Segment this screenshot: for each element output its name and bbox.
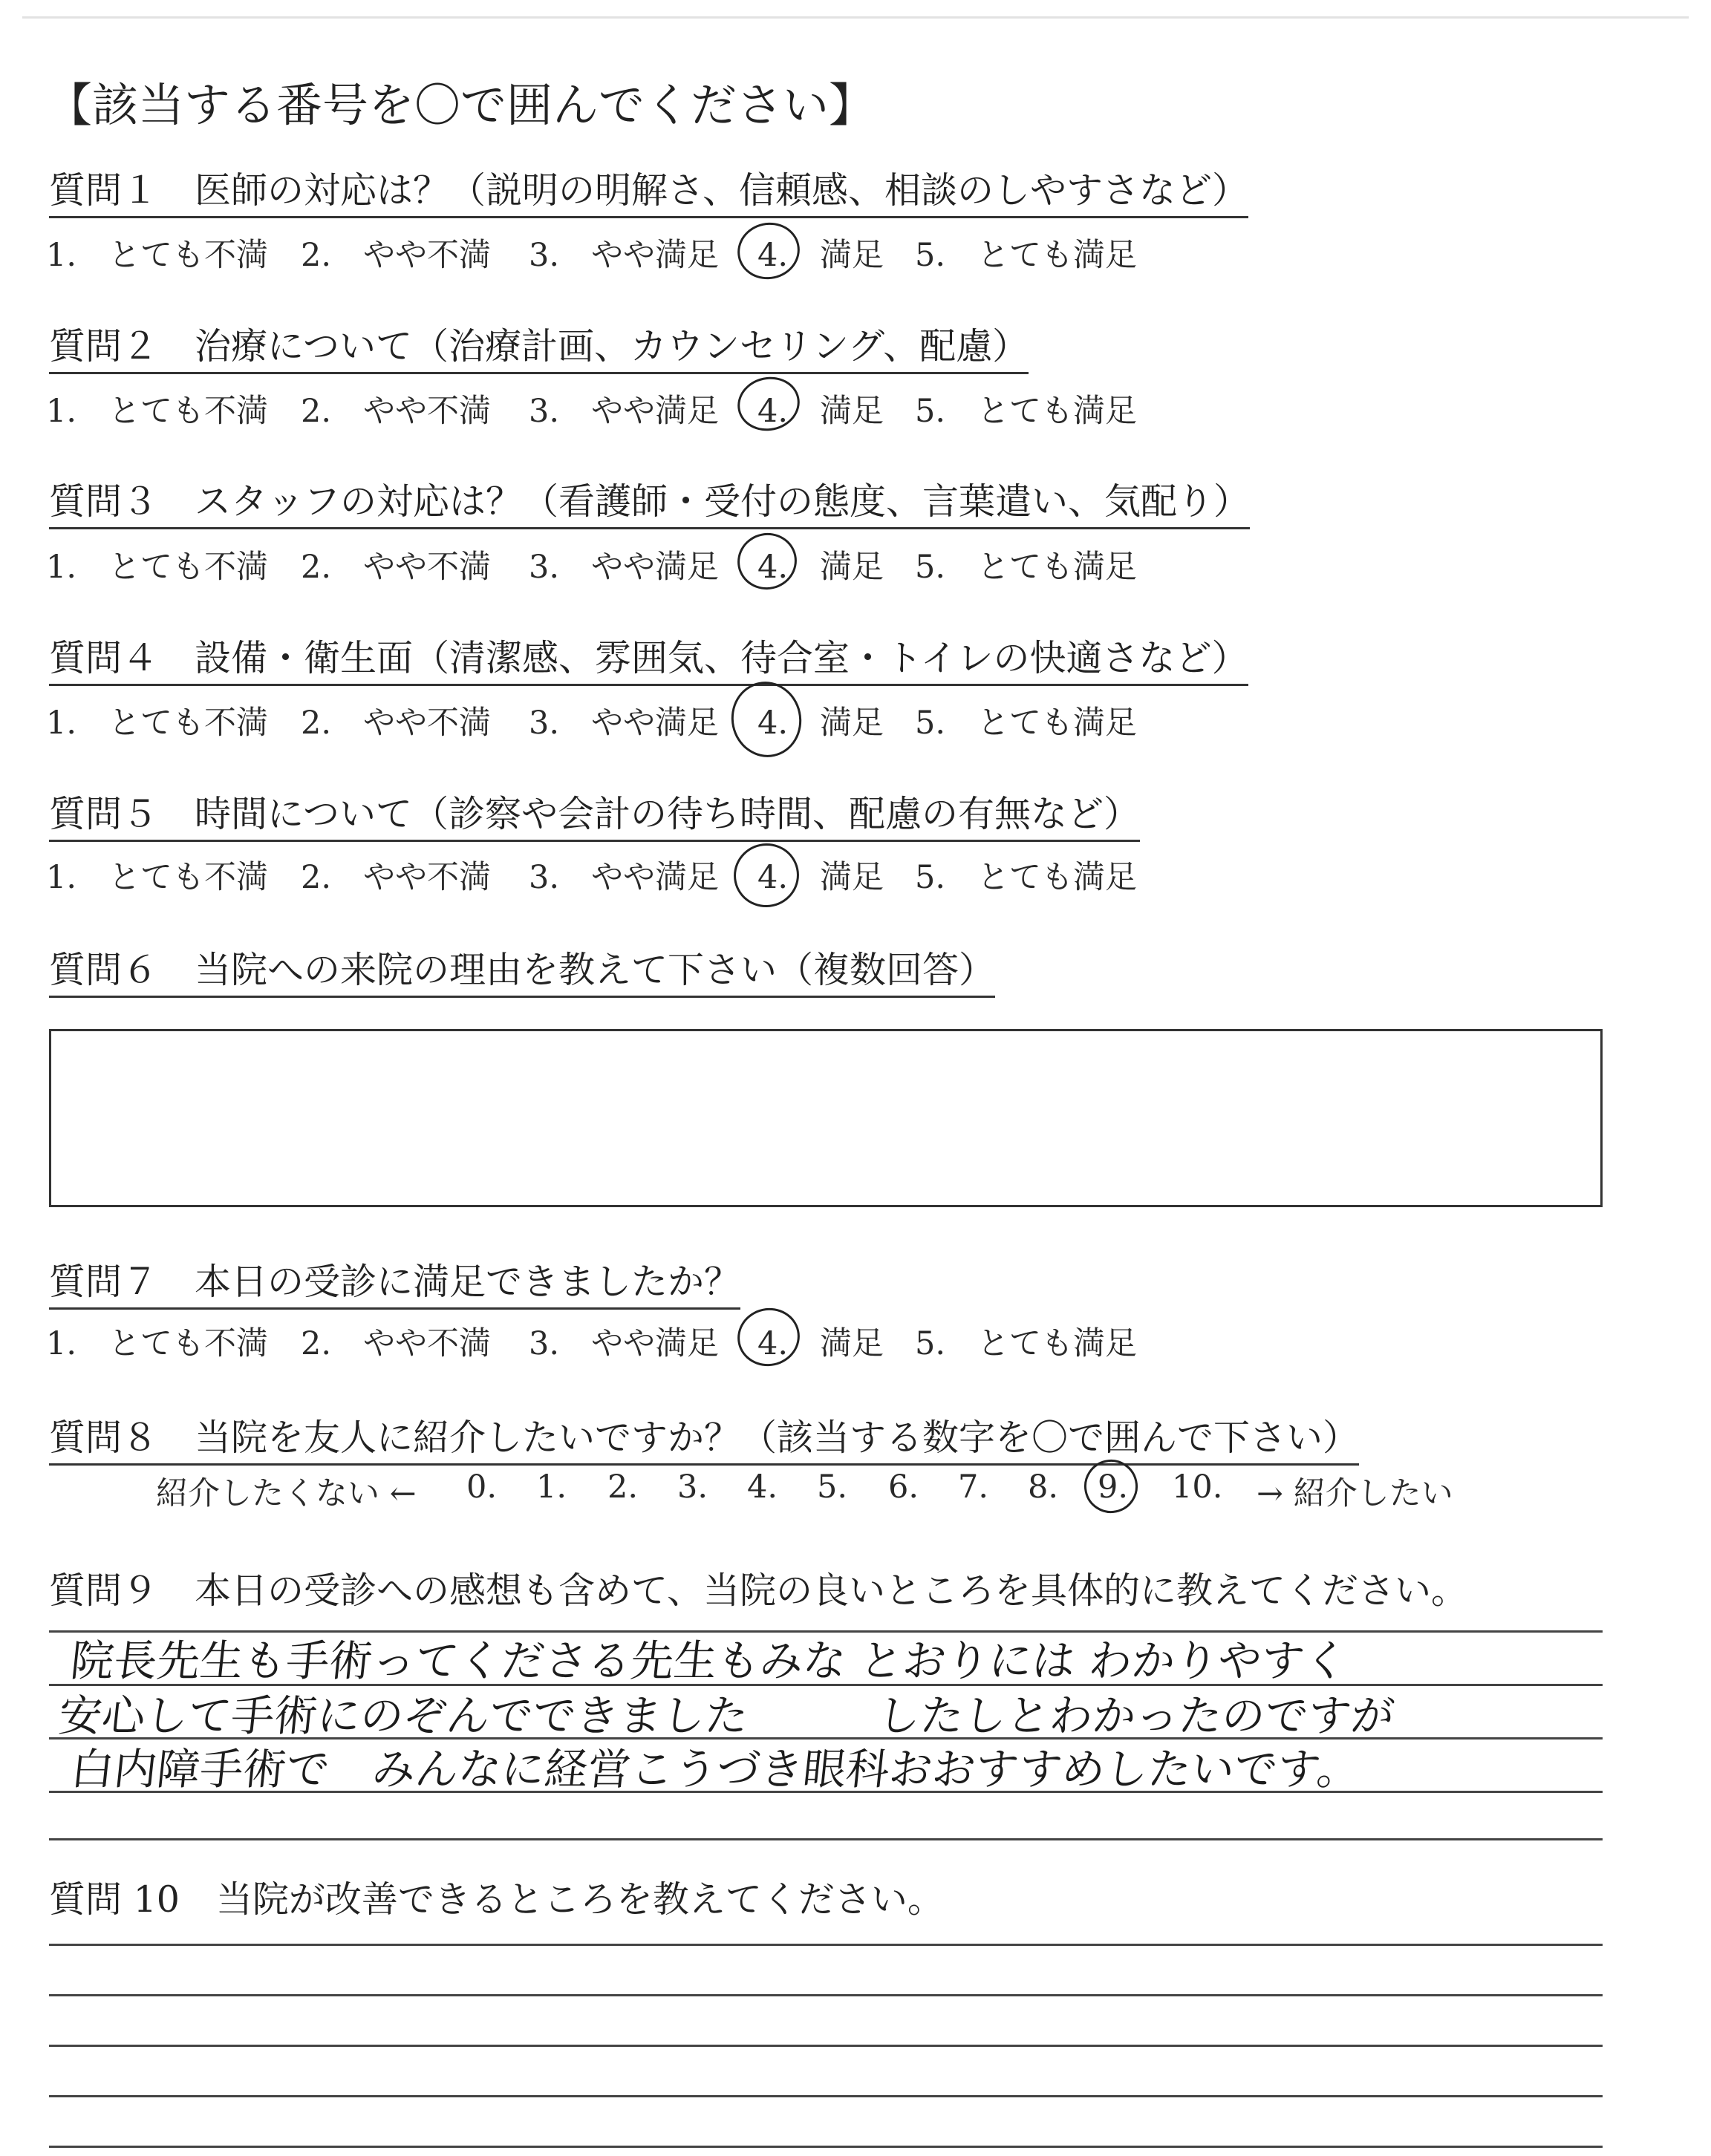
scale-number-1[interactable]: 1. — [536, 1469, 567, 1506]
option-5[interactable]: 5. とても満足 — [915, 859, 1138, 896]
form-heading: 【該当する番号を〇で囲んでください】 — [46, 78, 876, 132]
scale-number-4[interactable]: 4. — [747, 1469, 778, 1506]
scale-number-3[interactable]: 3. — [677, 1469, 708, 1506]
option-5[interactable]: 5. とても満足 — [915, 393, 1138, 430]
option-4[interactable]: 4. 満足 — [757, 549, 884, 586]
scale-number-9[interactable]: 9. — [1098, 1469, 1129, 1506]
question-5-title: 質問５ 時間について（診察や会計の待ち時間、配慮の有無など） — [49, 791, 1140, 842]
answer-line — [49, 2045, 1603, 2047]
question-8-title: 質問８ 当院を友人に紹介したいですか？（該当する数字を〇で囲んで下さい） — [49, 1415, 1359, 1466]
option-5[interactable]: 5. とても満足 — [915, 705, 1138, 742]
option-1[interactable]: 1. とても不満 — [46, 859, 269, 896]
scale-number-5[interactable]: 5. — [817, 1469, 848, 1506]
scale-number-6[interactable]: 6. — [888, 1469, 919, 1506]
question-6-title: 質問６ 当院への来院の理由を教えて下さい（複数回答） — [49, 947, 995, 998]
scale-number-8[interactable]: 8. — [1028, 1469, 1059, 1506]
handwritten-answer-line-1: 院長先生も手術ってくださる先生もみな とおりには わかりやすく — [68, 1636, 1350, 1686]
scale-number-10[interactable]: 10. — [1172, 1469, 1223, 1506]
question-7-title: 質問７ 本日の受診に満足できましたか？ — [49, 1259, 740, 1310]
scale-left-label: 紹介したくない ← — [156, 1475, 417, 1512]
question-9-title: 質問９ 本日の受診への感想も含めて、当院の良いところを具体的に教えてください。 — [49, 1569, 1468, 1612]
option-2[interactable]: 2. やや不満 — [301, 1325, 492, 1362]
option-5[interactable]: 5. とても満足 — [915, 1325, 1138, 1362]
option-2[interactable]: 2. やや不満 — [301, 237, 492, 274]
answer-line — [49, 2095, 1603, 2097]
answer-line — [49, 2146, 1603, 2148]
scale-number-7[interactable]: 7. — [958, 1469, 989, 1506]
option-2[interactable]: 2. やや不満 — [301, 859, 492, 896]
option-5[interactable]: 5. とても満足 — [915, 549, 1138, 586]
option-3[interactable]: 3. やや満足 — [529, 1325, 720, 1362]
answer-line — [49, 1838, 1603, 1840]
option-1[interactable]: 1. とても不満 — [46, 1325, 269, 1362]
option-4[interactable]: 4. 満足 — [757, 393, 884, 430]
question-6-answer-box[interactable] — [49, 1029, 1603, 1207]
option-2[interactable]: 2. やや不満 — [301, 549, 492, 586]
selection-circle-q4 — [724, 675, 808, 763]
scale-number-2[interactable]: 2. — [607, 1469, 639, 1506]
option-1[interactable]: 1. とても不満 — [46, 549, 269, 586]
handwritten-answer-line-3: 白内障手術で みんなに経営こうづき眼科おおすすめしたいです。 — [68, 1744, 1363, 1794]
top-border — [22, 16, 1689, 19]
option-4[interactable]: 4. 満足 — [757, 859, 884, 896]
option-3[interactable]: 3. やや満足 — [529, 237, 720, 274]
answer-line — [49, 1994, 1603, 1996]
option-4[interactable]: 4. 満足 — [757, 705, 884, 742]
scale-number-0[interactable]: 0. — [466, 1469, 498, 1506]
option-3[interactable]: 3. やや満足 — [529, 393, 720, 430]
option-1[interactable]: 1. とても不満 — [46, 705, 269, 742]
question-3-title: 質問３ スタッフの対応は？（看護師・受付の態度、言葉遣い、気配り） — [49, 479, 1250, 529]
option-4[interactable]: 4. 満足 — [757, 1325, 884, 1362]
option-4[interactable]: 4. 満足 — [757, 237, 884, 274]
question-2-title: 質問２ 治療について（治療計画、カウンセリング、配慮） — [49, 324, 1029, 374]
option-3[interactable]: 3. やや満足 — [529, 859, 720, 896]
option-3[interactable]: 3. やや満足 — [529, 705, 720, 742]
option-2[interactable]: 2. やや不満 — [301, 393, 492, 430]
handwritten-answer-line-2: 安心して手術にのぞんでできました したしとわかったのですが — [56, 1690, 1398, 1741]
option-1[interactable]: 1. とても不満 — [46, 237, 269, 274]
option-3[interactable]: 3. やや満足 — [529, 549, 720, 586]
answer-line — [49, 1944, 1603, 1946]
option-2[interactable]: 2. やや不満 — [301, 705, 492, 742]
option-1[interactable]: 1. とても不満 — [46, 393, 269, 430]
selection-circle-q5 — [728, 837, 805, 913]
question-4-title: 質問４ 設備・衛生面（清潔感、雰囲気、待合室・トイレの快適さなど） — [49, 636, 1248, 686]
question-1-title: 質問１ 医師の対応は？（説明の明解さ、信頼感、相談のしやすさなど） — [49, 168, 1248, 218]
scale-right-label: → 紹介したい — [1257, 1475, 1453, 1512]
question-10-title: 質問 10 当院が改善できるところを教えてください。 — [49, 1878, 944, 1921]
option-5[interactable]: 5. とても満足 — [915, 237, 1138, 274]
